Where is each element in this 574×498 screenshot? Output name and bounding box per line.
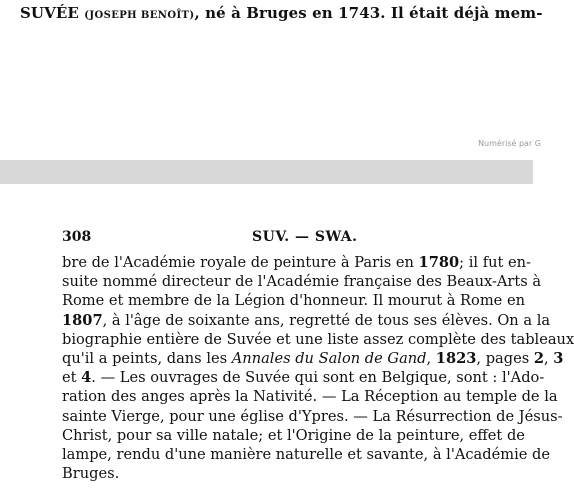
text-run: biographie entière de Suvée et une liste assez complète des tableaux bbox=[62, 330, 574, 348]
digitization-watermark: Numérisé par G bbox=[478, 139, 541, 148]
text-line bbox=[62, 464, 518, 483]
entry-name: SUVÉE bbox=[20, 4, 79, 22]
page-header bbox=[62, 229, 532, 249]
entry-heading-line bbox=[20, 4, 543, 22]
text-run: Bruges. bbox=[62, 465, 120, 483]
text-run: . — Les ouvrages de Suvée qui sont en Belgique, sont : l'Ado- bbox=[91, 369, 545, 387]
current-page bbox=[0, 184, 574, 498]
text-line bbox=[62, 349, 564, 368]
body-text bbox=[62, 253, 574, 483]
page-separator bbox=[0, 160, 533, 184]
text-run: sainte Vierge, pour une église d'Ypres. — La Résurrection de Jésus- bbox=[62, 407, 563, 425]
text-run: , bbox=[426, 349, 436, 367]
text-line bbox=[62, 445, 550, 464]
text-run: ration des anges après la Nativité. — La Réception au temple de la bbox=[62, 388, 558, 406]
text-line bbox=[62, 311, 551, 330]
text-run: qu'il a peints, dans les bbox=[62, 349, 232, 367]
text-line bbox=[62, 253, 531, 272]
entry-heading-rest: , né à Bruges en 1743. Il était déjà mem- bbox=[194, 4, 543, 22]
text-run: Rome et membre de la Légion d'honneur. Il mourut à Rome en bbox=[62, 292, 525, 310]
bold-number: 2 bbox=[533, 349, 545, 367]
text-line bbox=[62, 407, 563, 426]
bold-number: 1823 bbox=[435, 349, 477, 367]
text-line bbox=[62, 272, 542, 291]
entry-name-detail: (JOSEPH BENOÎT) bbox=[84, 10, 195, 21]
text-run: suite nommé directeur de l'Académie française des Beaux-Arts à bbox=[62, 273, 542, 291]
bold-number: 4 bbox=[81, 369, 92, 387]
text-run: et bbox=[62, 369, 82, 387]
text-line bbox=[62, 387, 558, 406]
text-run: , bbox=[544, 349, 554, 367]
italic-text: Annales du Salon de Gand bbox=[231, 349, 427, 367]
running-head: SUV. — SWA. bbox=[252, 229, 358, 245]
text-run: lampe, rendu d'une manière naturelle et savante, à l'Académie de bbox=[62, 445, 550, 463]
page-number: 308 bbox=[62, 229, 92, 245]
text-line bbox=[62, 368, 545, 387]
text-run: ; il fut en- bbox=[459, 254, 531, 271]
text-run: Christ, pour sa ville natale; et l'Origine de la peinture, effet de bbox=[62, 426, 525, 444]
bold-number: 1807 bbox=[62, 311, 103, 329]
text-line bbox=[62, 330, 574, 349]
previous-page-fragment bbox=[0, 0, 543, 160]
text-line bbox=[62, 426, 525, 445]
bold-number: 3 bbox=[553, 349, 564, 367]
text-line bbox=[62, 291, 525, 310]
bold-number: 1780 bbox=[418, 254, 460, 271]
text-run: , pages bbox=[476, 349, 534, 367]
text-run: bre de l'Académie royale de peinture à Paris en bbox=[62, 254, 419, 271]
text-run: , à l'âge de soixante ans, regretté de tous ses élèves. On a la bbox=[102, 311, 551, 329]
